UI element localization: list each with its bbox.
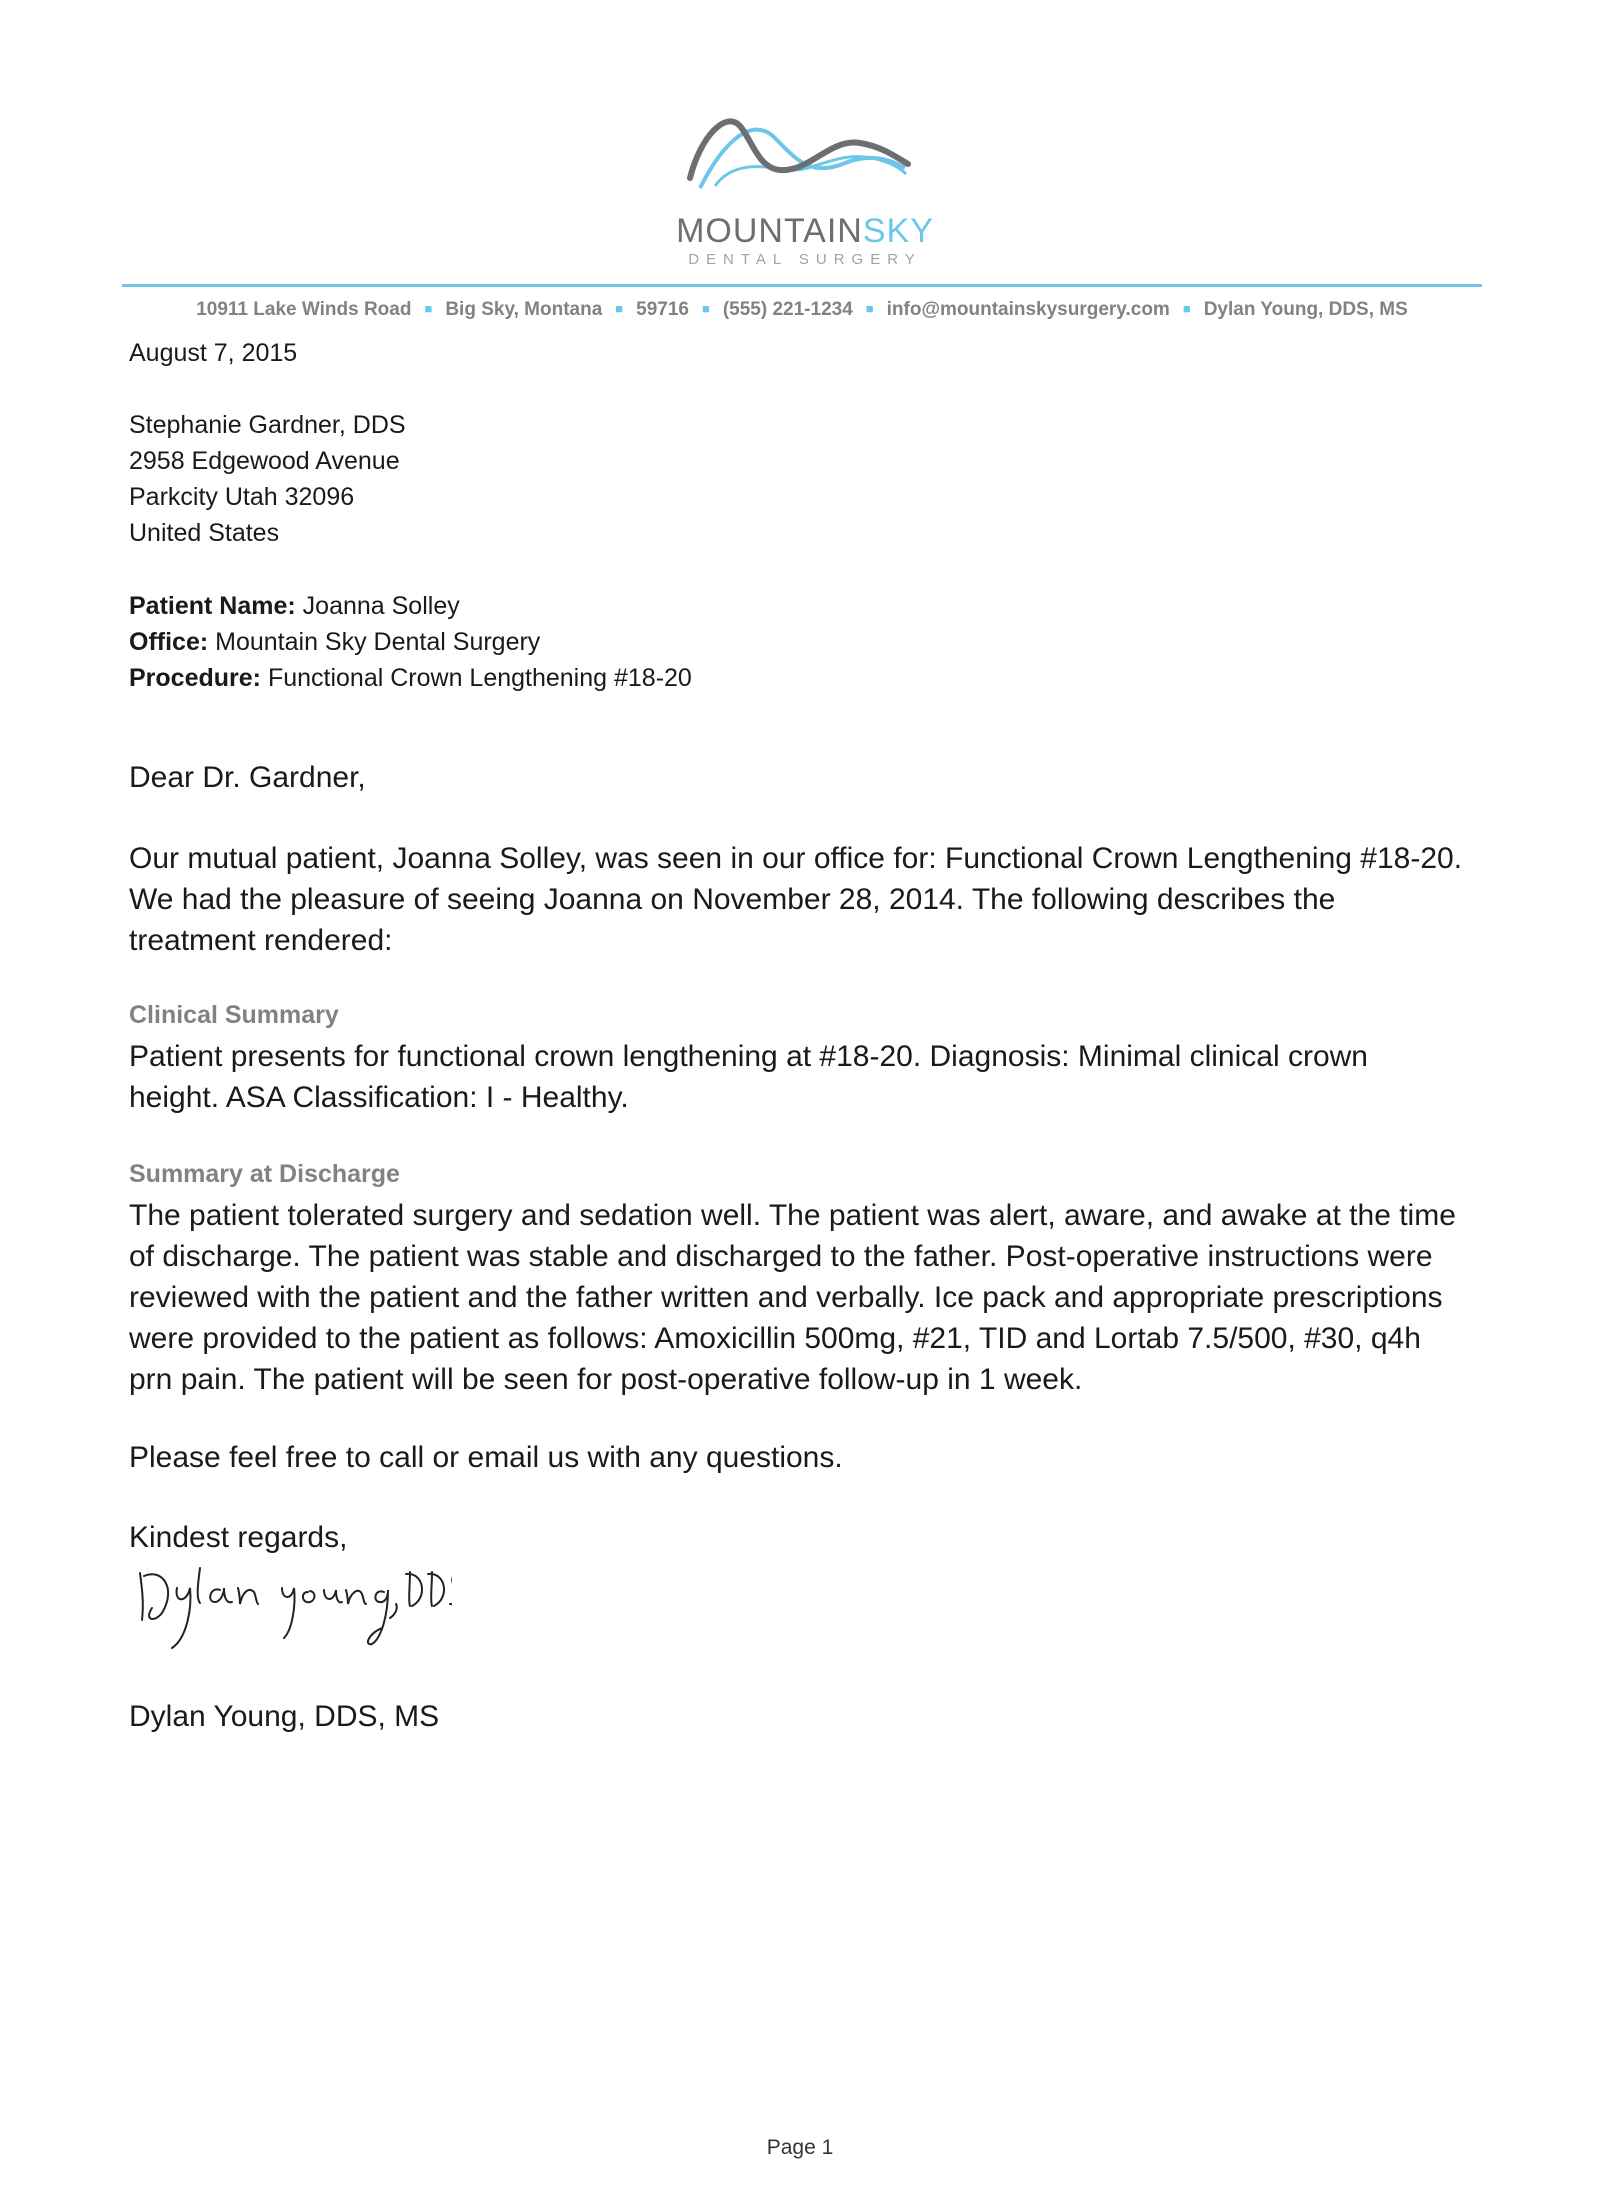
contact-address: 10911 Lake Winds Road bbox=[196, 299, 412, 320]
patient-name-row bbox=[129, 588, 692, 624]
patient-meta bbox=[129, 588, 692, 696]
recipient-line: Stephanie Gardner, DDS bbox=[129, 411, 406, 439]
office-label: Office: bbox=[129, 628, 209, 656]
discharge-line: of discharge. The patient was stable and discharged to the father. Post-operative instructions were bbox=[129, 1240, 1433, 1273]
brand-mountain: MOUNTAIN bbox=[676, 212, 863, 250]
contact-doctor: Dylan Young, DDS, MS bbox=[1203, 299, 1408, 320]
discharge-line: prn pain. The patient will be seen for post-operative follow-up in 1 week. bbox=[129, 1363, 1083, 1396]
office-value: Mountain Sky Dental Surgery bbox=[215, 628, 541, 656]
letter-date: August 7, 2015 bbox=[129, 339, 298, 367]
recipient-address bbox=[129, 407, 406, 551]
procedure-value: Functional Crown Lengthening #18-20 bbox=[267, 664, 692, 692]
logo bbox=[640, 108, 970, 268]
intro-paragraph bbox=[129, 838, 1462, 961]
brand-name bbox=[650, 214, 960, 248]
separator-dot-icon: ■ bbox=[424, 301, 433, 316]
intro-line: We had the pleasure of seeing Joanna on November 28, 2014. The following describes the bbox=[129, 883, 1336, 916]
brand-subtitle: DENTAL SURGERY bbox=[688, 251, 922, 268]
discharge-line: The patient tolerated surgery and sedation well. The patient was alert, aware, and awake at the time bbox=[129, 1199, 1456, 1232]
clinical-line: Patient presents for functional crown lengthening at #18-20. Diagnosis: Minimal clinical crown bbox=[129, 1040, 1368, 1073]
mountain-logo-icon bbox=[680, 108, 930, 208]
discharge-summary-title: Summary at Discharge bbox=[129, 1160, 400, 1188]
contact-line bbox=[122, 299, 1482, 321]
discharge-line: were provided to the patient as follows: Amoxicillin 500mg, #21, TID and Lortab 7.5/500, #30, q4h bbox=[129, 1322, 1421, 1355]
discharge-line: reviewed with the patient and the father written and verbally. Ice pack and appropriate prescriptions bbox=[129, 1281, 1443, 1314]
patient-name-value: Joanna Solley bbox=[302, 592, 460, 620]
separator-dot-icon: ■ bbox=[701, 301, 710, 316]
clinical-summary-title: Clinical Summary bbox=[129, 1001, 339, 1029]
separator-dot-icon: ■ bbox=[615, 301, 624, 316]
closing-note: Please feel free to call or email us with any questions. bbox=[129, 1441, 843, 1474]
signer-name: Dylan Young, DDS, MS bbox=[129, 1700, 440, 1733]
recipient-line: 2958 Edgewood Avenue bbox=[129, 447, 400, 475]
office-row bbox=[129, 624, 692, 660]
intro-line: treatment rendered: bbox=[129, 924, 393, 957]
clinical-summary-body bbox=[129, 1036, 1368, 1118]
discharge-summary-body bbox=[129, 1195, 1456, 1400]
signature bbox=[132, 1558, 452, 1658]
brand-sky: SKY bbox=[862, 212, 934, 250]
contact-phone: (555) 221-1234 bbox=[722, 299, 853, 320]
procedure-row bbox=[129, 660, 692, 696]
patient-name-label: Patient Name: bbox=[129, 592, 296, 620]
contact-city: Big Sky, Montana bbox=[445, 299, 603, 320]
contact-email: info@mountainskysurgery.com bbox=[886, 299, 1170, 320]
separator-dot-icon: ■ bbox=[1182, 301, 1191, 316]
salutation: Dear Dr. Gardner, bbox=[129, 761, 366, 794]
recipient-line: United States bbox=[129, 519, 280, 547]
contact-zip: 59716 bbox=[636, 299, 689, 320]
sign-off: Kindest regards, bbox=[129, 1521, 348, 1554]
recipient-line: Parkcity Utah 32096 bbox=[129, 483, 355, 511]
page-number: Page 1 bbox=[766, 2136, 834, 2159]
procedure-label: Procedure: bbox=[129, 664, 261, 692]
clinical-line: height. ASA Classification: I - Healthy. bbox=[129, 1081, 629, 1114]
separator-dot-icon: ■ bbox=[865, 301, 874, 316]
header-divider bbox=[122, 284, 1482, 287]
intro-line: Our mutual patient, Joanna Solley, was seen in our office for: Functional Crown Lengthening #18-20. bbox=[129, 842, 1463, 875]
